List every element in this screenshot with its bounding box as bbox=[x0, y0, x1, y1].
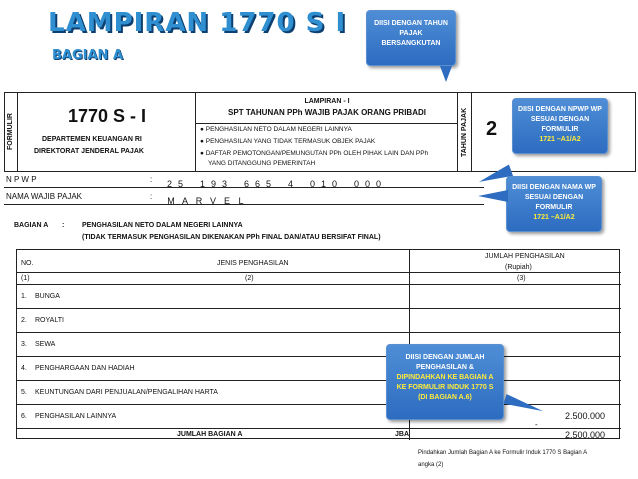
row-label: SEWA bbox=[35, 341, 56, 348]
bullet-1-text: PENGHASILAN NETO DALAM NEGERI LAINNYA bbox=[205, 126, 352, 133]
callout-nama-pointer bbox=[478, 190, 508, 202]
total-label: JUMLAH BAGIAN A bbox=[177, 431, 243, 438]
callout-jumlah-hint: DIPINDAHKAN KE BAGIAN A KE FORMULIR INDUK 1770 S (DI BAGIAN A.6) bbox=[396, 374, 494, 401]
nama-letter[interactable]: M bbox=[167, 196, 175, 206]
npwp-digit[interactable]: 6 bbox=[254, 179, 260, 189]
callout-npwp-text: DIISI DENGAN NPWP WP SESUAI DENGAN FORMULIR bbox=[518, 106, 602, 133]
npwp-digit[interactable]: 0 bbox=[353, 179, 359, 189]
row-number: 6. bbox=[21, 413, 27, 420]
lampiran-label: LAMPIRAN - I bbox=[304, 98, 350, 105]
tahun-label: TAHUN PAJAK bbox=[461, 107, 468, 157]
row-label: ROYALTI bbox=[35, 317, 64, 324]
formulir-column bbox=[4, 92, 18, 172]
bullet-3: ● DAFTAR PEMOTONGAN/PEMUNGUTAN PPh OLEH PIHAK LAIN DAN PPh bbox=[200, 150, 429, 157]
row-number: 2. bbox=[21, 317, 27, 324]
npwp-colon: : bbox=[150, 175, 153, 184]
callout-tahun bbox=[366, 10, 456, 66]
npwp-digit[interactable]: 1 bbox=[320, 179, 326, 189]
nama-row bbox=[4, 189, 484, 205]
row-number: 5. bbox=[21, 389, 27, 396]
nama-letters[interactable] bbox=[164, 191, 248, 209]
row-value[interactable]: 2.500.000 bbox=[565, 411, 606, 421]
form-code: 1770 S - I bbox=[68, 106, 147, 126]
table-row bbox=[17, 284, 621, 308]
npwp-digit[interactable] bbox=[186, 176, 197, 187]
table-row bbox=[17, 332, 621, 356]
npwp-digit[interactable]: 0 bbox=[375, 179, 381, 189]
table-row bbox=[17, 308, 621, 332]
callout-jumlah bbox=[386, 344, 504, 420]
page-subtitle: BAGIAN A bbox=[52, 48, 124, 63]
row-label: PENGHARGAAN DAN HADIAH bbox=[35, 365, 135, 372]
npwp-digit[interactable]: 1 bbox=[199, 179, 205, 189]
bullet-1: ● PENGHASILAN NETO DALAM NEGERI LAINNYA bbox=[200, 126, 352, 133]
note-1: Pindahkan Jumlah Bagian A ke Formulir Induk 1770 S Bagian A bbox=[418, 450, 588, 456]
page-title: LAMPIRAN 1770 S I bbox=[48, 8, 347, 38]
bullet-2: ● PENGHASILAN YANG TIDAK TERMASUK OBJEK PAJAK bbox=[200, 138, 376, 145]
npwp-digit[interactable] bbox=[274, 176, 285, 187]
npwp-digit[interactable]: 0 bbox=[331, 179, 337, 189]
callout-npwp bbox=[512, 98, 608, 154]
npwp-digit[interactable]: 0 bbox=[309, 179, 315, 189]
index-3: (3) bbox=[517, 275, 526, 282]
bagian-colon: : bbox=[62, 222, 65, 229]
table-row bbox=[17, 380, 621, 404]
total-row bbox=[17, 428, 621, 440]
callout-tahun-text: DIISI DENGAN TAHUN PAJAK BERSANGKUTAN bbox=[374, 20, 448, 47]
bullet-3-text: DAFTAR PEMOTONGAN/PEMUNGUTAN PPh OLEH PIHAK LAIN DAN PPh bbox=[205, 150, 429, 157]
npwp-digit[interactable] bbox=[296, 176, 307, 187]
npwp-digit[interactable]: 2 bbox=[166, 179, 172, 189]
npwp-digit[interactable]: 5 bbox=[177, 179, 183, 189]
npwp-digit[interactable]: 6 bbox=[243, 179, 249, 189]
bullet-3-cont: YANG DITANGGUNG PEMERINTAH bbox=[208, 160, 316, 167]
col-jumlah-header: JUMLAH PENGHASILAN bbox=[485, 253, 565, 260]
nama-letter[interactable]: A bbox=[181, 196, 188, 206]
nama-label: NAMA WAJIB PAJAK bbox=[6, 192, 83, 201]
callout-npwp-form: 1721 –A1/A2 bbox=[539, 136, 581, 143]
tahun-column bbox=[458, 92, 472, 172]
npwp-digit[interactable]: 4 bbox=[287, 179, 293, 189]
npwp-row bbox=[4, 172, 484, 188]
spt-title: SPT TAHUNAN PPh WAJIB PAJAK ORANG PRIBADI bbox=[196, 108, 458, 124]
bagian-label: BAGIAN A bbox=[14, 222, 49, 229]
form-id-block bbox=[18, 92, 196, 172]
npwp-digit[interactable]: 0 bbox=[364, 179, 370, 189]
callout-nama-text: DIISI DENGAN NAMA WP SESUAI DENGAN FORMULIR bbox=[512, 184, 596, 211]
total-code: JBA bbox=[395, 431, 410, 438]
col-jenis-header: JENIS PENGHASILAN bbox=[217, 260, 289, 267]
index-row bbox=[17, 272, 621, 284]
bullet-2-text: PENGHASILAN YANG TIDAK TERMASUK OBJEK PAJAK bbox=[205, 138, 376, 145]
callout-nama bbox=[506, 176, 602, 232]
nama-letter[interactable]: L bbox=[238, 196, 244, 206]
row-label: BUNGA bbox=[35, 293, 60, 300]
nama-letter[interactable]: V bbox=[209, 196, 216, 206]
npwp-label: N P W P bbox=[6, 175, 37, 184]
nama-colon: : bbox=[150, 192, 153, 201]
index-1: (1) bbox=[21, 275, 30, 282]
tahun-digit: 2 bbox=[486, 118, 498, 140]
row-number: 1. bbox=[21, 293, 27, 300]
npwp-digit[interactable] bbox=[230, 176, 241, 187]
npwp-digit[interactable]: 9 bbox=[210, 179, 216, 189]
nama-letter[interactable]: E bbox=[223, 196, 230, 206]
row-label: KEUNTUNGAN DARI PENJUALAN/PENGALIHAN HARTA bbox=[35, 389, 218, 396]
table-row bbox=[17, 356, 621, 380]
row-number: 3. bbox=[21, 341, 27, 348]
row-number: 4. bbox=[21, 365, 27, 372]
note-2: angka (2) bbox=[418, 462, 444, 468]
formulir-label: FORMULIR bbox=[7, 113, 14, 151]
index-2: (2) bbox=[245, 275, 254, 282]
nama-letter[interactable]: R bbox=[195, 196, 203, 206]
total-value[interactable]: 2.500.000 bbox=[565, 430, 606, 440]
callout-tahun-pointer bbox=[440, 66, 452, 82]
col-rupiah-header: (Rupiah) bbox=[505, 264, 532, 271]
npwp-digit[interactable]: 3 bbox=[221, 179, 227, 189]
callout-jumlah-text: DIISI DENGAN JUMLAH PENGHASILAN & bbox=[405, 354, 485, 371]
spt-block bbox=[196, 92, 458, 172]
bagian-desc-1: PENGHASILAN NETO DALAM NEGERI LAINNYA bbox=[82, 222, 243, 229]
row-label: PENGHASILAN LAINNYA bbox=[35, 413, 117, 420]
bagian-desc-2: (TIDAK TERMASUK PENGHASILAN DIKENAKAN PPh FINAL DAN/ATAU BERSIFAT FINAL) bbox=[82, 234, 381, 241]
npwp-digit[interactable] bbox=[340, 176, 351, 187]
col-no-header: NO. bbox=[21, 260, 34, 267]
npwp-digit[interactable]: 5 bbox=[265, 179, 271, 189]
callout-nama-form: 1721 –A1/A2 bbox=[533, 214, 575, 221]
dash-mark: - bbox=[535, 420, 538, 429]
dept-line1: DEPARTEMEN KEUANGAN RI bbox=[42, 136, 142, 143]
dept-line2: DIREKTORAT JENDERAL PAJAK bbox=[34, 148, 144, 155]
